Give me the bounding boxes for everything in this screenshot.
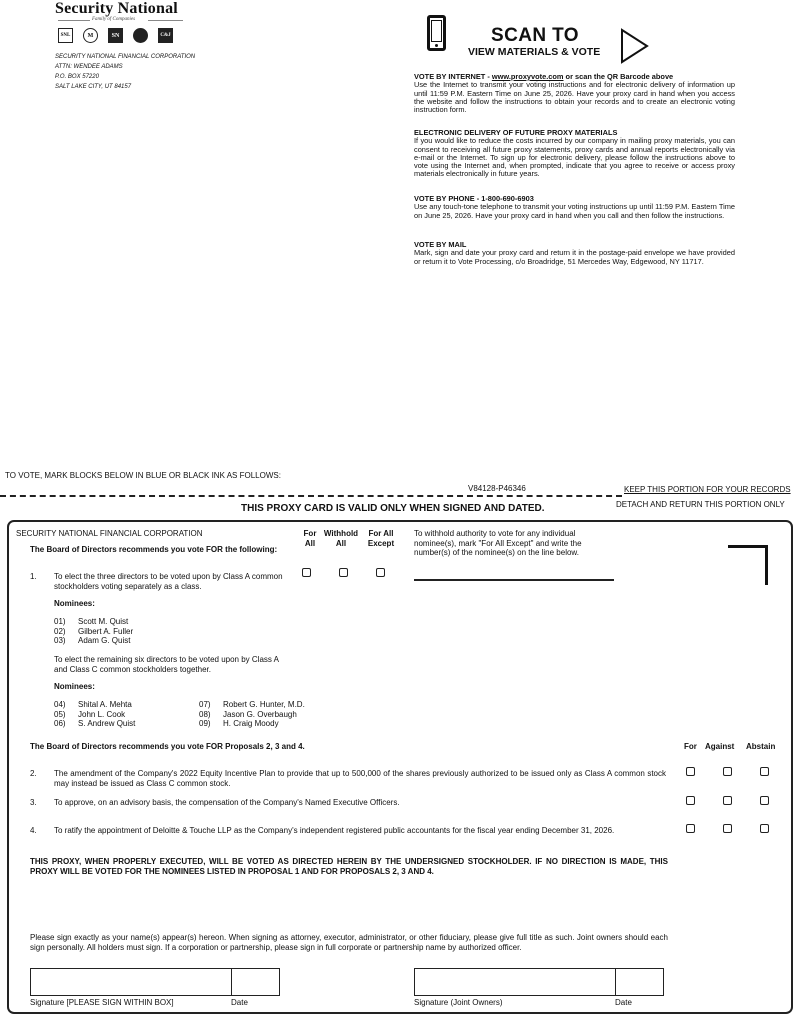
vote-phone-text: Use any touch-tone telephone to transmit your voting instructions up until 11:59 P.M. Eastern Time on June 25, 2026. Have your proxy card in hand when you call and then follow the instructions.	[414, 202, 735, 220]
address-line: SALT LAKE CITY, UT 84157	[55, 84, 132, 90]
vote-internet-text: Use the Internet to transmit your voting instructions and for electronic delivery of information up until 11:59 P.M. Eastern Time on June 25, 2026. Have your proxy card in hand when you access the website and follow the instructions to obtain your records and to create an electronic voting instruction form.	[414, 80, 735, 115]
nominee-row: 03) Adam G. Quist	[54, 636, 131, 645]
item-1b-text: To elect the remaining six directors to be voted upon by Class A and Class C common stockholders together.	[54, 655, 279, 674]
board-recommendation-1: The Board of Directors recommends you vote FOR the following:	[30, 545, 278, 554]
nominees-label-b: Nominees:	[54, 682, 95, 691]
subsidiary-logos	[58, 28, 173, 43]
detach-line	[0, 495, 622, 497]
valid-notice: THIS PROXY CARD IS VALID ONLY WHEN SIGNED AND DATED.	[241, 503, 545, 514]
keep-portion-label: KEEP THIS PORTION FOR YOUR RECORDS	[624, 485, 791, 494]
proposal-3-for-checkbox[interactable]	[686, 796, 695, 805]
proposal-2-against-checkbox[interactable]	[723, 767, 732, 776]
address-line: SECURITY NATIONAL FINANCIAL CORPORATION	[55, 54, 196, 60]
smartphone-icon	[427, 15, 446, 51]
snl-logo-icon: SNL	[58, 28, 73, 43]
nominees-label-a: Nominees:	[54, 599, 95, 608]
electronic-delivery-text: If you would like to reduce the costs incurred by our company in mailing proxy materials, you can consent to receiving all future proxy statements, proxy cards and annual reports electronically via e-mail or the Internet. To sign up for electronic delivery, please follow the instructions above to vote using the Internet and, when prompted, indicate that you agree to receive or access proxy materials electronically in future years.	[414, 136, 735, 179]
vote-mail-heading: VOTE BY MAIL	[414, 240, 467, 249]
nominee-row: 09) H. Craig Moody	[199, 719, 279, 728]
proposal-4-against-checkbox[interactable]	[723, 824, 732, 833]
emblem-logo-icon	[133, 28, 148, 43]
joint-date-label: Date	[615, 998, 632, 1007]
proposal-4-abstain-checkbox[interactable]	[760, 824, 769, 833]
withhold-all-header: Withhold All	[323, 529, 359, 548]
nominee-row: 06) S. Andrew Quist	[54, 719, 136, 728]
nominee-row: 08) Jason G. Overbaugh	[199, 709, 297, 719]
joint-date-box[interactable]	[615, 968, 664, 996]
joint-signature-box[interactable]	[414, 968, 616, 996]
proposal-2-abstain-checkbox[interactable]	[760, 767, 769, 776]
vote-internet-heading: VOTE BY INTERNET - www.proxyvote.com or scan the QR Barcode above	[414, 72, 674, 81]
item-1-text: To elect the three directors to be voted upon by Class A common stockholders voting separately as a class.	[54, 572, 283, 591]
company-logo-text: Security National	[55, 0, 178, 17]
proposal-3-number: 3.	[30, 798, 37, 807]
card-company-name: SECURITY NATIONAL FINANCIAL CORPORATION	[16, 529, 203, 538]
withhold-instructions: To withhold authority to vote for any individual nominee(s), mark "For All Except" and write the number(s) of the nominee(s) on the line below.	[414, 529, 582, 557]
vote-mail-section	[414, 241, 735, 266]
tagline-rule-left	[58, 20, 90, 21]
electronic-delivery-heading: ELECTRONIC DELIVERY OF FUTURE PROXY MATERIALS	[414, 128, 618, 137]
memorial-logo-icon: M	[83, 28, 98, 43]
cj-logo-icon: C&J	[158, 28, 173, 43]
nominee-row: 01) Scott M. Quist	[54, 617, 129, 626]
sign-instructions: Please sign exactly as your name(s) appear(s) hereon. When signing as attorney, executor, administrator, or other fiduciary, please give full title as such. Joint owners should each sign personally. All holders must sign. If a corporation or partnership, please sign in full corporate or partnership name by authorized officer.	[30, 933, 668, 952]
return-address	[55, 52, 195, 92]
abstain-header: Abstain	[746, 742, 776, 751]
logo-tagline: Family of Companies	[92, 17, 136, 22]
date-box[interactable]	[231, 968, 280, 996]
proposal-4-text: To ratify the appointment of Deloitte & Touche LLP as the Company's independent registered public accountants for the fiscal year ending December 31, 2026.	[54, 826, 615, 835]
proposal-3-against-checkbox[interactable]	[723, 796, 732, 805]
proposal-2-for-checkbox[interactable]	[686, 767, 695, 776]
nominee-row: 07) Robert G. Hunter, M.D.	[199, 700, 305, 709]
address-line: P.O. BOX 57220	[55, 74, 99, 80]
electronic-delivery-section	[414, 129, 735, 179]
for-all-checkbox[interactable]	[302, 568, 311, 577]
vote-internet-section	[414, 73, 735, 114]
date-label: Date	[231, 998, 248, 1007]
proposal-2-text: The amendment of the Company's 2022 Equity Incentive Plan to provide that up to 500,000 of the shares previously authorized to be issued only as Class A common stock may instead be issued as Class C common stock.	[54, 769, 666, 788]
proposal-4-for-checkbox[interactable]	[686, 824, 695, 833]
detach-portion-label: DETACH AND RETURN THIS PORTION ONLY	[616, 500, 785, 509]
item-1-number: 1.	[30, 572, 37, 581]
for-all-header: For All	[303, 529, 317, 548]
for-header: For	[684, 742, 697, 751]
nominee-row: 04) Shital A. Mehta	[54, 700, 132, 709]
proposal-3-text: To approve, on an advisory basis, the compensation of the Company's Named Executive Officers.	[54, 798, 400, 807]
vote-mail-text: Mark, sign and date your proxy card and return it in the postage-paid envelope we have provided or return it to Vote Processing, c/o Broadridge, 51 Mercedes Way, Edgewood, NY 11717.	[414, 248, 735, 266]
nominee-list-b-left	[54, 700, 135, 729]
vote-phone-heading: VOTE BY PHONE - 1-800-690-6903	[414, 194, 534, 203]
except-nominee-line[interactable]	[414, 579, 614, 581]
withhold-all-checkbox[interactable]	[339, 568, 348, 577]
proposal-2-number: 2.	[30, 769, 37, 778]
scan-subtitle: VIEW MATERIALS & VOTE	[468, 46, 601, 58]
play-arrow-icon	[620, 28, 650, 64]
for-all-except-checkbox[interactable]	[376, 568, 385, 577]
against-header: Against	[705, 742, 735, 751]
tagline-rule-right	[148, 20, 183, 21]
scan-title: SCAN TO	[491, 25, 579, 46]
proposal-4-number: 4.	[30, 826, 37, 835]
address-line: ATTN: WENDEE ADAMS	[55, 64, 123, 70]
proposal-3-abstain-checkbox[interactable]	[760, 796, 769, 805]
proxy-statement: THIS PROXY, WHEN PROPERLY EXECUTED, WILL BE VOTED AS DIRECTED HEREIN BY THE UNDERSIGNED STOCKHOLDER. IF NO DIRECTION IS MADE, THIS PROXY WILL BE VOTED FOR THE NOMINEES LISTED IN PROPOSAL 1 AND FOR PROPOSALS 2, 3 AND 4.	[30, 857, 668, 876]
nominee-list-a	[54, 617, 133, 646]
for-all-except-header: For All Except	[367, 529, 395, 548]
board-recommendation-2: The Board of Directors recommends you vote FOR Proposals 2, 3 and 4.	[30, 742, 305, 751]
control-number: V84128-P46346	[468, 484, 526, 493]
proxyvote-link[interactable]: www.proxyvote.com	[491, 72, 564, 81]
nominee-list-b-right	[199, 700, 305, 729]
nominee-row: 02) Gilbert A. Fuller	[54, 626, 134, 636]
registration-mark	[728, 545, 768, 585]
signature-box[interactable]	[30, 968, 232, 996]
vote-phone-section	[414, 195, 735, 220]
nominee-row: 05) John L. Cook	[54, 709, 126, 719]
mark-instructions: TO VOTE, MARK BLOCKS BELOW IN BLUE OR BLACK INK AS FOLLOWS:	[5, 471, 281, 480]
sn-logo-icon: SN	[108, 28, 123, 43]
signature-label: Signature [PLEASE SIGN WITHIN BOX]	[30, 998, 174, 1007]
joint-signature-label: Signature (Joint Owners)	[414, 998, 503, 1007]
